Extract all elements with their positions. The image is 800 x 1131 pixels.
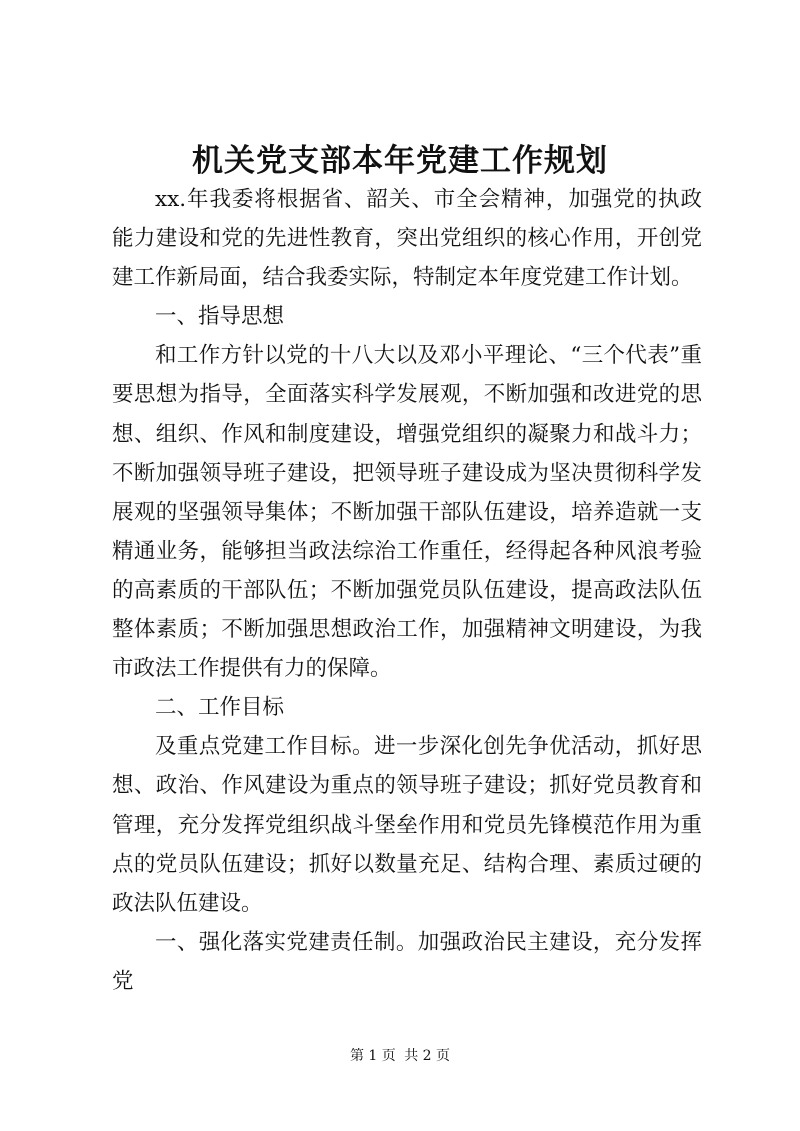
guiding-ideology-paragraph: 和工作方针以党的十八大以及邓小平理论、“三个代表”重要思想为指导，全面落实科学发展观，不断加强和改进党的思想、组织、作风和制度建设，增强党组织的凝聚力和战斗力；不断加强领导班子建设，把领导班子建设成为坚决贯彻科学发展观的坚强领导集体；不断加强干部队伍建设，培养造就一支精通业务，能够担当政法综治工作重任，经得起各种风浪考验的高素质的干部队伍；不断加强党员队伍建设，提高政法队伍整体素质；不断加强思想政治工作，加强精神文明建设，为我市政法工作提供有力的保障。 bbox=[112, 343, 702, 682]
responsibility-paragraph: 一、强化落实党建责任制。加强政治民主建设，充分发挥党 bbox=[112, 929, 702, 994]
section-heading-work-goals: 二、工作目标 bbox=[155, 695, 285, 721]
page-number-total: 共 2 页 bbox=[404, 1048, 451, 1064]
section-heading-guiding-ideology: 一、指导思想 bbox=[155, 304, 285, 330]
document-title: 机关党支部本年党建工作规划 bbox=[192, 143, 608, 179]
work-goals-paragraph: 及重点党建工作目标。进一步深化创先争优活动，抓好思想、政治、作风建设为重点的领导班子建设；抓好党员教育和管理，充分发挥党组织战斗堡垒作用和党员先锋模范作用为重点的党员队伍建设；抓好以数量充足、结构合理、素质过硬的政法队伍建设。 bbox=[112, 734, 702, 916]
document-body bbox=[112, 180, 702, 1001]
page-number-current: 第 1 页 bbox=[349, 1048, 396, 1064]
intro-paragraph: xx.年我委将根据省、韶关、市全会精神，加强党的执政能力建设和党的先进性教育，突出党组织的核心作用，开创党建工作新局面，结合我委实际，特制定本年度党建工作计划。 bbox=[112, 187, 702, 291]
page-footer bbox=[0, 1046, 800, 1066]
